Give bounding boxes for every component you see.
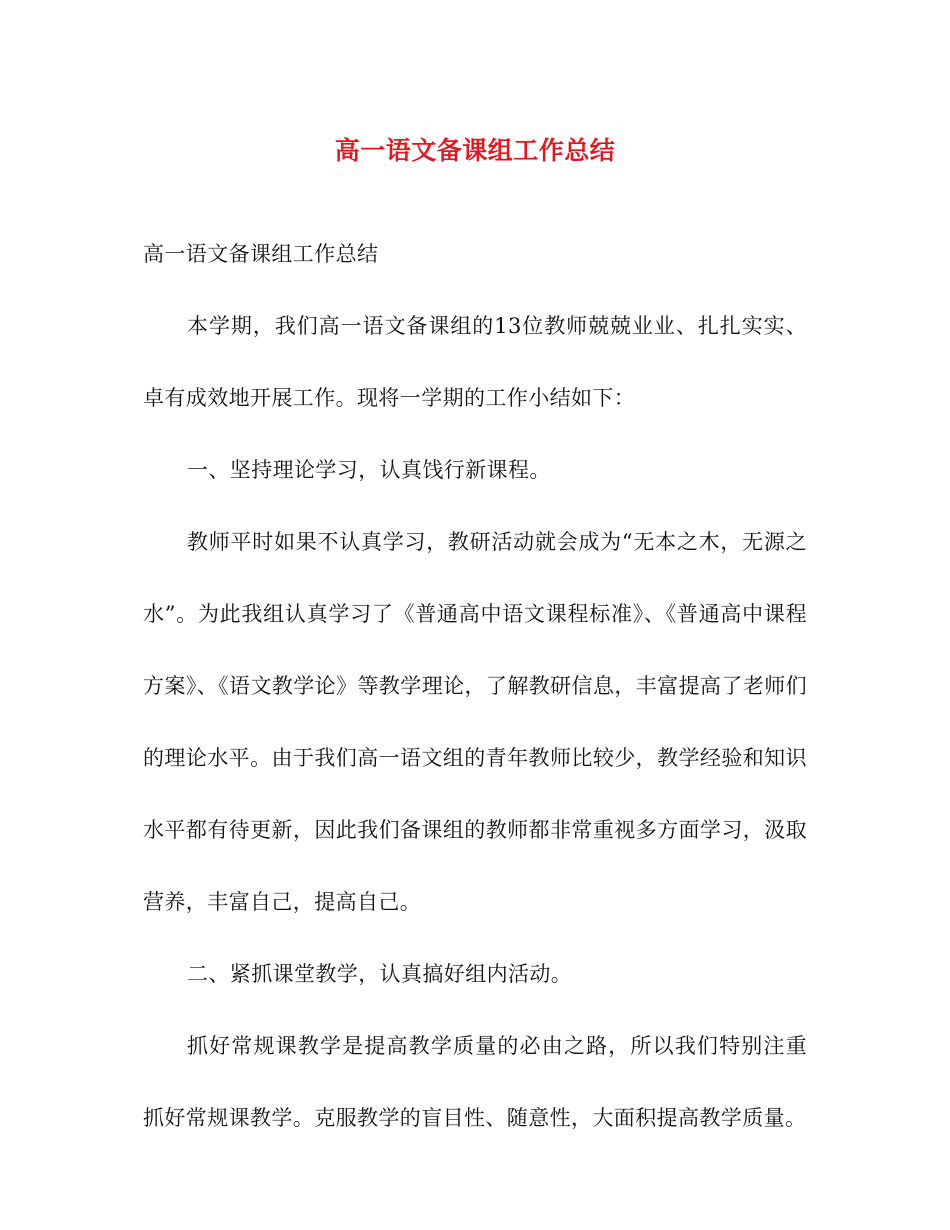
- section-heading-1: 一、坚持理论学习，认真饯行新课程。: [187, 458, 551, 482]
- section-2-paragraph: 抓好常规课教学是提高教学质量的必由之路，所以我们特别注重抓好常规课教学。克服教学的盲目性、随意性，大面积提高教学质量。: [143, 1034, 807, 1130]
- section-heading-2: 二、紧抓课堂教学，认真搞好组内活动。: [187, 962, 573, 986]
- document-title: 高一语文备课组工作总结: [334, 136, 616, 165]
- document-body: [143, 218, 807, 1154]
- subtitle-paragraph: 高一语文备课组工作总结: [143, 242, 379, 266]
- section-1-paragraph: 教师平时如果不认真学习，教研活动就会成为“无本之木，无源之水”。为此我组认真学习了《普通高中语文课程标准》、《普通高中课程方案》、《语文教学论》等教学理论，了解教研信息，丰富提高了老师们的理论水平。由于我们高一语文组的青年教师比较少，教学经验和知识水平都有待更新，因此我们备课组的教师都非常重视多方面学习，汲取营养，丰富自己，提高自己。: [143, 530, 807, 914]
- intro-paragraph: 本学期，我们高一语文备课组的13位教师兢兢业业、扎扎实实、卓有成效地开展工作。现将一学期的工作小结如下：: [143, 314, 807, 410]
